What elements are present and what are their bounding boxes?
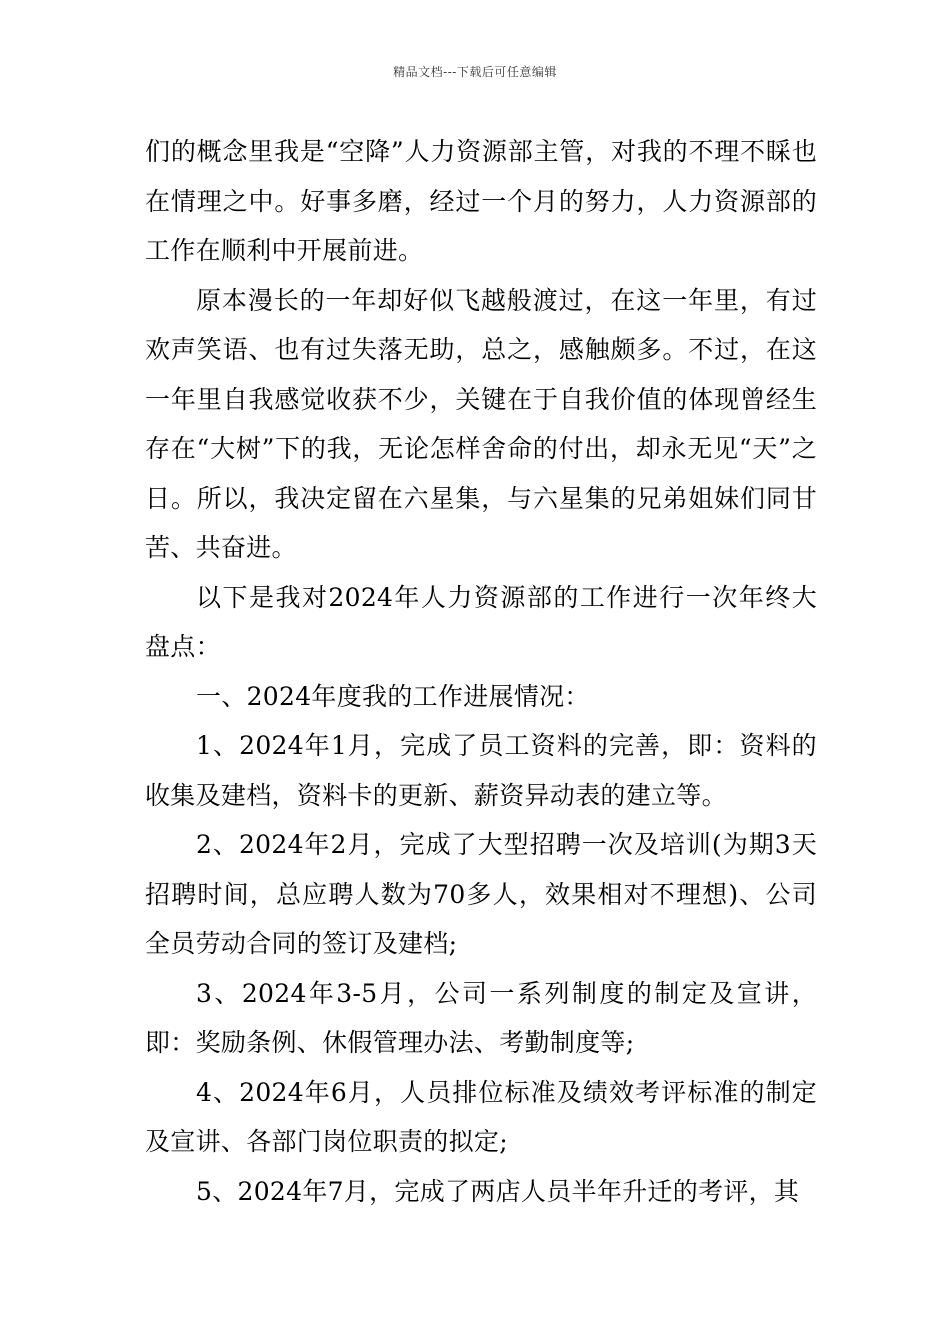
paragraph-2: 原本漫长的一年却好似飞越般渡过，在这一年里，有过欢声笑语、也有过失落无助，总之，感触颇多。不过，在这一年里自我感觉收获不少，关键在于自我价值的体现曾经生存在“大树”下的我，无论怎样舍命的付出，却永无见“天”之日。所以，我决定留在六星集，与六星集的兄弟姐妹们同甘苦、共奋进。 — [145, 285, 817, 562]
list-item-2: 2、2024年2月，完成了大型招聘一次及培训(为期3天招聘时间，总应聘人数为70多人，效果相对不理想)、公司全员劳动合同的签订及建档; — [145, 830, 817, 958]
paragraph-3: 以下是我对2024年人力资源部的工作进行一次年终大盘点： — [145, 582, 817, 661]
section-heading-1: 一、2024年度我的工作进展情况： — [196, 681, 590, 711]
list-item-5: 5、2024年7月，完成了两店人员半年升迁的考评，其 — [196, 1176, 800, 1206]
paragraph-1: 们的概念里我是“空降”人力资源部主管，对我的不理不睬也在情理之中。好事多磨，经过一个月的努力，人力资源部的工作在顺利中开展前进。 — [145, 137, 817, 265]
list-item-3: 3、2024年3-5月，公司一系列制度的制定及宣讲，即：奖励条例、休假管理办法、考勤制度等; — [145, 978, 817, 1057]
document-body — [145, 127, 817, 1216]
list-item-4: 4、2024年6月，人员排位标准及绩效考评标准的制定及宣讲、各部门岗位职责的拟定; — [145, 1077, 817, 1156]
page-header: 精品文档---下载后可任意编辑 — [393, 65, 557, 79]
list-item-1: 1、2024年1月，完成了员工资料的完善，即：资料的收集及建档，资料卡的更新、薪资异动表的建立等。 — [145, 731, 817, 810]
